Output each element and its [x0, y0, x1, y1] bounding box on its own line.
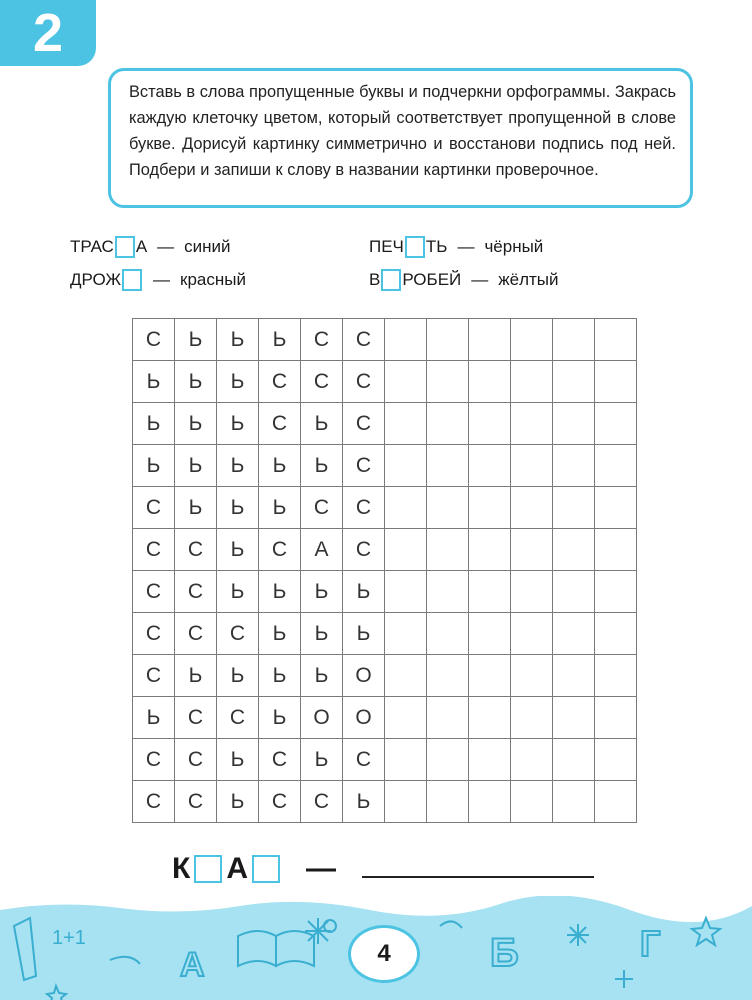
missing-letter-box[interactable]: [122, 269, 142, 291]
grid-cell-letter[interactable]: С: [175, 529, 217, 571]
grid-cell-empty[interactable]: [469, 571, 511, 613]
grid-cell-empty[interactable]: [511, 487, 553, 529]
grid-cell-empty[interactable]: [469, 655, 511, 697]
task-number: 2: [32, 3, 64, 63]
grid-cell-empty[interactable]: [511, 655, 553, 697]
grid-cell-empty[interactable]: [385, 403, 427, 445]
grid-cell-empty[interactable]: [595, 613, 637, 655]
grid-cell-letter[interactable]: Ь: [217, 529, 259, 571]
grid-cell-letter[interactable]: Ь: [301, 655, 343, 697]
grid-cell-empty[interactable]: [595, 655, 637, 697]
picture-caption: [172, 852, 594, 886]
svg-text:А: А: [180, 946, 205, 984]
color-key-row: [369, 263, 559, 296]
grid-cell-empty[interactable]: [427, 697, 469, 739]
grid-cell-letter[interactable]: Ь: [217, 361, 259, 403]
word-part-after: ТЬ: [425, 236, 448, 256]
svg-text:Б: Б: [490, 931, 519, 975]
grid-cell-letter[interactable]: Ь: [343, 571, 385, 613]
grid-cell-empty[interactable]: [469, 445, 511, 487]
grid-cell-empty[interactable]: [385, 655, 427, 697]
color-key-left: [70, 230, 246, 296]
caption-dash: —: [305, 852, 336, 885]
grid-cell-empty[interactable]: [511, 445, 553, 487]
grid-cell-empty[interactable]: [385, 571, 427, 613]
grid-cell-letter[interactable]: Ь: [217, 571, 259, 613]
grid-cell-letter[interactable]: С: [343, 319, 385, 361]
grid-cell-letter[interactable]: С: [343, 529, 385, 571]
grid-cell-letter[interactable]: Ь: [217, 319, 259, 361]
pencil-icon: [14, 918, 36, 980]
grid-cell-empty[interactable]: [595, 571, 637, 613]
grid-cell-empty[interactable]: [595, 529, 637, 571]
grid-cell-empty[interactable]: [469, 697, 511, 739]
grid-cell-empty[interactable]: [511, 697, 553, 739]
grid-cell-letter[interactable]: С: [133, 487, 175, 529]
grid-cell-empty[interactable]: [553, 529, 595, 571]
grid-cell-empty[interactable]: [427, 445, 469, 487]
grid-cell-empty[interactable]: [385, 445, 427, 487]
missing-letter-box[interactable]: [381, 269, 401, 291]
color-key-row: [369, 230, 559, 263]
color-key-row: [70, 263, 246, 296]
grid-cell-letter[interactable]: С: [175, 781, 217, 823]
grid-cell-empty[interactable]: [385, 529, 427, 571]
grid-cell-letter[interactable]: Ь: [217, 403, 259, 445]
word-part-before: ПЕЧ: [369, 236, 404, 256]
grid-cell-empty[interactable]: [553, 739, 595, 781]
caption-missing-letter-box[interactable]: [194, 855, 222, 883]
grid-cell-empty[interactable]: [595, 361, 637, 403]
instruction-box: Вставь в слова пропущенные буквы и подчеркни орфограммы. Закрась каждую клеточку цветом, который соответствует пропущенной в слове букве. Дорисуй картинку симметрично и восстанови подпись под ней. Подбери и запиши к слову в названии картинки проверочное.: [108, 68, 693, 208]
grid-cell-letter[interactable]: Ь: [133, 403, 175, 445]
grid-cell-letter[interactable]: Ь: [175, 319, 217, 361]
caption-letter: А: [226, 852, 248, 885]
grid-cell-letter[interactable]: С: [259, 781, 301, 823]
word-part-after: А: [135, 236, 148, 256]
grid-cell-letter[interactable]: С: [343, 445, 385, 487]
grid-cell-letter[interactable]: О: [301, 697, 343, 739]
color-name: синий: [184, 236, 231, 256]
grid-cell-letter[interactable]: С: [259, 529, 301, 571]
grid-cell-empty[interactable]: [553, 319, 595, 361]
grid-cell-letter[interactable]: Ь: [259, 697, 301, 739]
grid-cell-empty[interactable]: [553, 361, 595, 403]
dash: —: [457, 236, 475, 256]
grid-cell-letter[interactable]: Ь: [301, 739, 343, 781]
grid-cell-empty[interactable]: [427, 529, 469, 571]
grid-cell-empty[interactable]: [427, 739, 469, 781]
grid-cell-empty[interactable]: [385, 319, 427, 361]
grid-cell-empty[interactable]: [553, 697, 595, 739]
grid-cell-empty[interactable]: [427, 655, 469, 697]
grid-cell-letter[interactable]: С: [175, 571, 217, 613]
svg-text:Г: Г: [640, 923, 661, 964]
grid-cell-letter[interactable]: А: [301, 529, 343, 571]
grid-cell-letter[interactable]: Ь: [175, 655, 217, 697]
grid-cell-empty[interactable]: [469, 361, 511, 403]
grid-cell-letter[interactable]: Ь: [259, 613, 301, 655]
grid-cell-empty[interactable]: [427, 613, 469, 655]
grid-cell-letter[interactable]: Ь: [301, 571, 343, 613]
word-part-before: ТРАС: [70, 236, 114, 256]
grid-cell-empty[interactable]: [427, 571, 469, 613]
grid-cell-letter[interactable]: Ь: [217, 739, 259, 781]
grid-cell-empty[interactable]: [385, 697, 427, 739]
grid-cell-letter[interactable]: Ь: [259, 655, 301, 697]
grid-cell-letter[interactable]: Ь: [259, 445, 301, 487]
snowflake-icon: [567, 924, 589, 946]
task-number-badge: [0, 0, 96, 66]
grid-cell-letter[interactable]: С: [259, 403, 301, 445]
grid-cell-empty[interactable]: [595, 781, 637, 823]
grid-cell-letter[interactable]: Ь: [175, 487, 217, 529]
star-icon: [47, 986, 66, 1000]
grid-cell-empty[interactable]: [553, 403, 595, 445]
grid-cell-empty[interactable]: [511, 319, 553, 361]
grid-cell-empty[interactable]: [553, 655, 595, 697]
grid-cell-letter[interactable]: Ь: [301, 613, 343, 655]
grid-cell-letter[interactable]: Ь: [175, 361, 217, 403]
caption-letter: К: [172, 852, 191, 885]
grid-cell-empty[interactable]: [469, 529, 511, 571]
color-name: жёлтый: [498, 269, 559, 289]
grid-cell-empty[interactable]: [469, 319, 511, 361]
word-part-after: РОБЕЙ: [402, 269, 462, 289]
grid-cell-empty[interactable]: [511, 361, 553, 403]
dash: —: [471, 269, 489, 289]
grid-cell-letter[interactable]: С: [343, 487, 385, 529]
grid-cell-empty[interactable]: [469, 403, 511, 445]
grid-cell-empty[interactable]: [427, 487, 469, 529]
grid-cell-letter[interactable]: Ь: [217, 487, 259, 529]
grid-cell-letter[interactable]: С: [175, 613, 217, 655]
grid-cell-letter[interactable]: С: [133, 781, 175, 823]
grid-cell-empty[interactable]: [385, 487, 427, 529]
svg-text:1+1: 1+1: [52, 927, 86, 949]
grid-cell-empty[interactable]: [511, 529, 553, 571]
grid-cell-empty[interactable]: [595, 487, 637, 529]
grid-cell-letter[interactable]: С: [259, 361, 301, 403]
grid-cell-letter[interactable]: С: [301, 319, 343, 361]
dash: —: [157, 236, 175, 256]
grid-cell-letter[interactable]: О: [343, 697, 385, 739]
grid-cell-letter[interactable]: С: [217, 613, 259, 655]
grid-cell-letter[interactable]: Ь: [133, 445, 175, 487]
grid-cell-letter[interactable]: С: [343, 361, 385, 403]
grid-cell-letter[interactable]: Ь: [301, 403, 343, 445]
grid-cell-empty[interactable]: [511, 403, 553, 445]
grid-cell-letter[interactable]: Ь: [259, 487, 301, 529]
grid-cell-letter[interactable]: Ь: [301, 445, 343, 487]
snowflake-icon: [305, 918, 331, 944]
grid-cell-letter[interactable]: С: [217, 697, 259, 739]
grid-cell-empty[interactable]: [385, 781, 427, 823]
grid-cell-empty[interactable]: [595, 739, 637, 781]
grid-cell-empty[interactable]: [595, 403, 637, 445]
book-icon: [238, 931, 314, 966]
grid-cell-letter[interactable]: С: [175, 739, 217, 781]
grid-cell-letter[interactable]: С: [133, 319, 175, 361]
grid-cell-letter[interactable]: Ь: [217, 781, 259, 823]
grid-cell-letter[interactable]: С: [301, 487, 343, 529]
grid-cell-letter[interactable]: С: [301, 781, 343, 823]
coloring-grid: [132, 318, 637, 823]
dash: —: [153, 269, 171, 289]
grid-cell-letter[interactable]: Ь: [175, 445, 217, 487]
grid-cell-letter[interactable]: С: [301, 361, 343, 403]
grid-cell-empty[interactable]: [427, 403, 469, 445]
grid-cell-letter[interactable]: С: [133, 655, 175, 697]
snowflake-icon: [615, 970, 633, 988]
grid-cell-letter[interactable]: С: [133, 613, 175, 655]
grid-cell-empty[interactable]: [511, 613, 553, 655]
grid-cell-empty[interactable]: [469, 613, 511, 655]
grid-cell-letter[interactable]: Ь: [217, 655, 259, 697]
word-part-before: ДРОЖ: [70, 269, 122, 289]
grid-cell-letter[interactable]: С: [343, 739, 385, 781]
missing-letter-box[interactable]: [115, 236, 135, 258]
grid-cell-letter[interactable]: Ь: [175, 403, 217, 445]
word-part-before: В: [369, 269, 381, 289]
grid-cell-empty[interactable]: [553, 571, 595, 613]
grid-cell-letter[interactable]: С: [343, 403, 385, 445]
grid-cell-empty[interactable]: [511, 781, 553, 823]
grid-cell-empty[interactable]: [427, 361, 469, 403]
grid-cell-letter[interactable]: Ь: [259, 571, 301, 613]
grid-cell-empty[interactable]: [553, 445, 595, 487]
grid-cell-letter[interactable]: Ь: [133, 697, 175, 739]
page-number: 4: [348, 925, 420, 983]
grid-cell-letter[interactable]: Ь: [343, 613, 385, 655]
grid-cell-empty[interactable]: [427, 319, 469, 361]
grid-cell-letter[interactable]: С: [175, 697, 217, 739]
grid-cell-empty[interactable]: [469, 781, 511, 823]
grid-cell-letter[interactable]: С: [259, 739, 301, 781]
color-name: чёрный: [484, 236, 544, 256]
grid-cell-letter[interactable]: Ь: [259, 319, 301, 361]
grid-cell-empty[interactable]: [385, 361, 427, 403]
grid-cell-empty[interactable]: [511, 571, 553, 613]
grid-cell-empty[interactable]: [595, 697, 637, 739]
grid-cell-empty[interactable]: [595, 319, 637, 361]
color-key-right: [369, 230, 559, 296]
color-key-row: [70, 230, 246, 263]
grid-cell-letter[interactable]: Ь: [133, 361, 175, 403]
color-name: красный: [180, 269, 246, 289]
grid-cell-letter[interactable]: С: [133, 739, 175, 781]
grid-cell-empty[interactable]: [553, 487, 595, 529]
grid-cell-empty[interactable]: [385, 739, 427, 781]
grid-cell-empty[interactable]: [553, 613, 595, 655]
grid-cell-letter[interactable]: О: [343, 655, 385, 697]
grid-cell-letter[interactable]: С: [133, 571, 175, 613]
grid-cell-empty[interactable]: [385, 613, 427, 655]
grid-cell-letter[interactable]: Ь: [343, 781, 385, 823]
grid-cell-letter[interactable]: Ь: [217, 445, 259, 487]
caption-missing-letter-box[interactable]: [252, 855, 280, 883]
grid-cell-empty[interactable]: [553, 781, 595, 823]
grid-cell-empty[interactable]: [595, 445, 637, 487]
grid-cell-empty[interactable]: [427, 781, 469, 823]
grid-cell-letter[interactable]: С: [133, 529, 175, 571]
star-icon: [692, 918, 720, 945]
grid-cell-empty[interactable]: [469, 739, 511, 781]
missing-letter-box[interactable]: [405, 236, 425, 258]
grid-cell-empty[interactable]: [511, 739, 553, 781]
answer-line[interactable]: [362, 860, 594, 878]
grid-cell-empty[interactable]: [469, 487, 511, 529]
